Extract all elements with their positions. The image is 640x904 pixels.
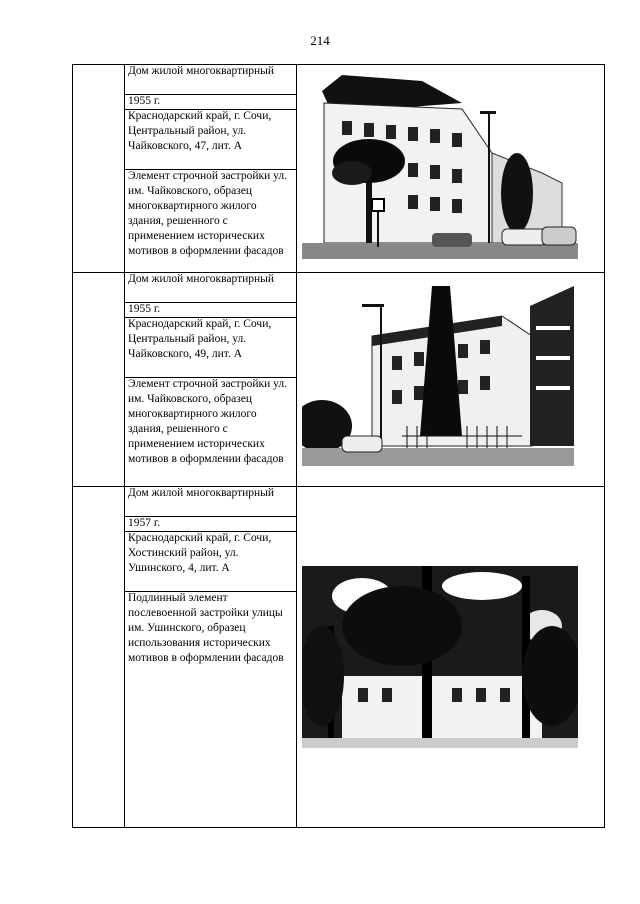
table-border-right [604,64,605,828]
entry-1-type: Дом жилой многоквартирный [128,65,275,77]
page-number: 214 [310,33,330,48]
trees-building-photo-icon [302,566,578,748]
column-divider-1 [124,64,125,828]
entry-1-description: Элемент строчной застройки ул. им. Чайковского, образец многоквартирного жилого здания, решенного с применением исторических мотивов в оформлении фасадов [128,170,287,257]
table-border-left [72,64,73,828]
entry-1-address: Краснодарский край, г. Сочи, Центральный район, ул. Чайковского, 47, лит. А [128,110,272,152]
building-photo-icon [302,286,574,466]
entry-3-type: Дом жилой многоквартирный [128,487,275,499]
table-border-bottom [72,827,605,828]
building-photo-2 [302,286,574,466]
column-divider-2 [296,64,297,828]
building-photo-3 [302,566,578,748]
building-photo-icon [302,73,578,259]
building-photo-1 [302,73,578,259]
entry-2-type: Дом жилой многоквартирный [128,273,275,285]
entry-3-year: 1957 г. [128,517,161,529]
entry-3-address: Краснодарский край, г. Сочи, Хостинский район, ул. Ушинского, 4, лит. А [128,532,272,574]
entry-3-description: Подлинный элемент послевоенной застройки улицы им. Ушинского, образец использования исторических мотивов в оформлении фасадов [128,592,284,664]
entry-2-description: Элемент строчной застройки ул. им. Чайковского, образец многоквартирного жилого здания, решенного с применением исторических мотивов в оформлении фасадов [128,378,287,465]
entry-2-address: Краснодарский край, г. Сочи, Центральный район, ул. Чайковского, 49, лит. А [128,318,272,360]
entry-1-year: 1955 г. [128,95,161,107]
entry-2-year: 1955 г. [128,303,161,315]
